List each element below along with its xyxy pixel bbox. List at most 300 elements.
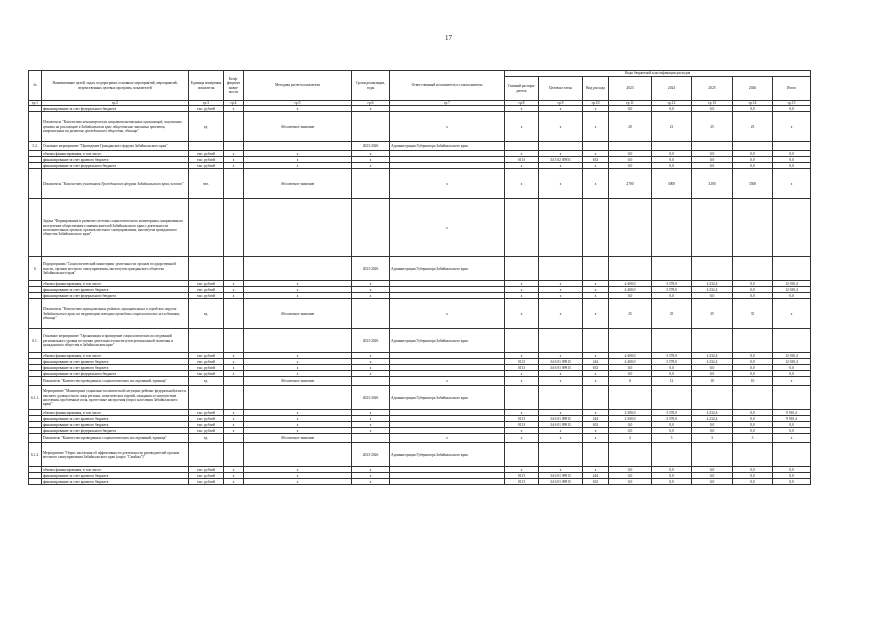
table-cell: х [539, 410, 583, 416]
table-cell: х [390, 112, 505, 142]
table-cell [539, 142, 583, 151]
table-cell: 0,0 [652, 365, 692, 371]
table-cell [609, 443, 652, 467]
budget-codes-group-header: Коды бюджетной классификации расходов [505, 71, 811, 77]
table-cell: 6.1.1. [29, 386, 42, 410]
table-cell: Мероприятие "Мониторинг социально-политической ситуации: рейтинг федеральной власти, высшего должностного лица региона, политических партий, ожидания и самочувствие населения, проблемные поля, протестные настроения (опрос населения Забайкальского края)" [42, 386, 189, 410]
table-cell [652, 329, 692, 353]
table-cell [733, 386, 773, 410]
table-cell: тыс. рублей [189, 353, 224, 359]
table-cell: х [224, 479, 244, 485]
table-cell: 0,0 [652, 293, 692, 299]
table-cell: х [352, 293, 390, 299]
table-cell: 2023-2026 [352, 257, 390, 281]
table-cell: х [505, 151, 539, 157]
table-cell: 0,0 [692, 422, 733, 428]
table-cell [244, 386, 352, 410]
table-cell: 0,0 [692, 106, 733, 112]
table-cell: х [539, 353, 583, 359]
table-cell: х [773, 112, 811, 142]
table-cell: 0,0 [652, 371, 692, 377]
table-cell: 9 910,4 [773, 416, 811, 422]
table-cell [539, 199, 583, 257]
table-cell: 0,0 [692, 293, 733, 299]
table-cell: 4 232,4 [692, 359, 733, 365]
table-cell: х [352, 353, 390, 359]
table-cell: х [352, 473, 390, 479]
table-cell [733, 199, 773, 257]
table-cell: 0,0 [652, 473, 692, 479]
table-cell: ед. [189, 299, 224, 329]
table-cell: 4 400,0 [609, 353, 652, 359]
col-header-2: Наименование целей, задач, подпрограмм, основных мероприятий, мероприятий, ведомственных целевых программ, показателей [42, 71, 189, 101]
table-cell: х [352, 422, 390, 428]
table-cell: х [244, 353, 352, 359]
table-cell: Администрация Губернатора Забайкальского края [390, 142, 505, 151]
table-cell: х [505, 293, 539, 299]
table-cell: х [539, 434, 583, 443]
table-cell: финансирование за счет краевого бюджета [42, 416, 189, 422]
table-cell: объемы финансирования, в том числе: [42, 151, 189, 157]
table-cell: х [244, 157, 352, 163]
table-cell: 0,0 [773, 293, 811, 299]
table-cell: 9 910,4 [773, 410, 811, 416]
table-cell: х [244, 365, 352, 371]
table-cell: 0,0 [733, 428, 773, 434]
table-cell: х [244, 410, 352, 416]
table-cell: х [539, 293, 583, 299]
table-cell: 12 [652, 377, 692, 386]
table-cell: 0,0 [692, 371, 733, 377]
table-cell: 0,0 [733, 365, 773, 371]
table-cell [224, 199, 244, 257]
table-cell [505, 199, 539, 257]
table-cell: тыс. рублей [189, 416, 224, 422]
table-cell: х [244, 359, 352, 365]
table-cell: 25 [692, 112, 733, 142]
table-cell [29, 112, 42, 142]
table-cell [505, 142, 539, 151]
table-cell: 3000 [652, 169, 692, 199]
table-cell: тыс. рублей [189, 371, 224, 377]
table-cell: х [539, 106, 583, 112]
table-row [29, 386, 811, 410]
table-cell: х [352, 479, 390, 485]
table-cell [224, 386, 244, 410]
table-cell: 0,0 [609, 151, 652, 157]
table-cell: 3 [652, 434, 692, 443]
col-header-4: Коэф- фициент значи- мости [224, 71, 244, 101]
table-cell: 4 232,4 [692, 281, 733, 287]
table-cell [352, 299, 390, 329]
table-cell: х [224, 287, 244, 293]
column-number: гр.14 [733, 101, 773, 106]
table-row [29, 479, 811, 485]
table-cell [609, 199, 652, 257]
table-cell: 633 [583, 157, 609, 163]
table-cell [733, 142, 773, 151]
table-cell: финансирование за счет краевого бюджета [42, 479, 189, 485]
table-cell: Показатель "Количество проведенных социологических исследований, единица" [42, 434, 189, 443]
table-cell: х [583, 299, 609, 329]
table-cell [224, 169, 244, 199]
table-cell: тыс. рублей [189, 106, 224, 112]
table-cell: х [583, 371, 609, 377]
table-cell: финансирование за счет федерального бюджета [42, 163, 189, 169]
table-cell: х [583, 428, 609, 434]
col-header-8: Главный распоря- дитель [505, 77, 539, 101]
table-cell [189, 386, 224, 410]
table-cell [352, 434, 390, 443]
table-cell: Основное мероприятие "Проведение Гражданского форума Забайкальского края" [42, 142, 189, 151]
table-cell: 0,0 [773, 371, 811, 377]
column-number: гр.5 [244, 101, 352, 106]
table-cell: х [224, 416, 244, 422]
table-cell [773, 142, 811, 151]
table-cell: 0,0 [773, 428, 811, 434]
table-cell: 35 [733, 299, 773, 329]
table-cell [224, 142, 244, 151]
table-cell: тыс. рублей [189, 151, 224, 157]
table-cell: х [505, 377, 539, 386]
table-cell [692, 199, 733, 257]
col-header-13: 2025 [692, 77, 733, 101]
table-cell: 244 [583, 416, 609, 422]
table-cell: х [505, 371, 539, 377]
table-cell: 34 6 01 09915 [539, 365, 583, 371]
col-header-11: 2023 [609, 77, 652, 101]
table-cell: тыс. рублей [189, 422, 224, 428]
table-cell [652, 257, 692, 281]
table-cell [505, 329, 539, 353]
table-cell: 2 300,0 [609, 410, 652, 416]
table-cell: Основное мероприятие "Организация и проведение социологических исследований регионального уровня по оценке деятельности институтов региональной политики и гражданского общества в Забайкальском крае" [42, 329, 189, 353]
table-cell: х [224, 353, 244, 359]
table-cell [609, 329, 652, 353]
table-cell: 2023-2026 [352, 386, 390, 410]
table-cell: х [505, 434, 539, 443]
table-cell: финансирование за счет краевого бюджета [42, 359, 189, 365]
table-cell: х [224, 422, 244, 428]
table-cell: 0,0 [692, 467, 733, 473]
table-cell: 244 [583, 473, 609, 479]
table-cell: 0113 [505, 422, 539, 428]
page-number: 17 [445, 34, 452, 42]
table-cell: 0,0 [733, 479, 773, 485]
table-cell: х [352, 281, 390, 287]
table-cell: 34 6 01 09915 [539, 359, 583, 365]
table-cell [733, 443, 773, 467]
table-cell: х [244, 293, 352, 299]
table-cell: х [505, 299, 539, 329]
table-cell: 3 378,0 [652, 416, 692, 422]
table-cell: х [352, 371, 390, 377]
table-cell: х [352, 287, 390, 293]
table-cell: х [583, 410, 609, 416]
table-cell: х [224, 371, 244, 377]
table-cell: Задача "Формирование и развитие системы социологического мониторинга, направленного на изучение общественного мнения жителей Забайкальского края о деятельности исполнительных органов, органов местного самоуправления, институтов гражданского общества Забайкальского края" [42, 199, 189, 257]
table-cell: х [390, 377, 505, 386]
table-cell: финансирование за счет краевого бюджета [42, 473, 189, 479]
table-cell: 4 232,4 [692, 353, 733, 359]
col-header-5: Методика расчета показателя [244, 71, 352, 101]
column-number: гр.6 [352, 101, 390, 106]
table-cell: 2023-2026 [352, 329, 390, 353]
table-cell: Администрация Губернатора Забайкальского края [390, 386, 505, 410]
table-cell: чел. [189, 169, 224, 199]
table-cell [224, 299, 244, 329]
table-cell: х [352, 428, 390, 434]
table-cell: 0,0 [609, 293, 652, 299]
col-header-15: Итого [773, 77, 811, 101]
table-cell: 0,0 [773, 157, 811, 163]
table-cell: 0113 [505, 365, 539, 371]
table-cell: Подпрограмма "Социологический мониторинг деятельности органов государственной власти, органов местного самоуправления, институтов гражданского общества Забайкальского края" [42, 257, 189, 281]
table-cell [539, 329, 583, 353]
table-cell: тыс. рублей [189, 293, 224, 299]
table-cell [652, 386, 692, 410]
table-cell: тыс. рублей [189, 479, 224, 485]
table-cell: 35 [692, 299, 733, 329]
table-cell: 4 232,4 [692, 416, 733, 422]
table-cell: ед. [189, 112, 224, 142]
table-cell: 0113 [505, 359, 539, 365]
table-cell: 34 6 01 09915 [539, 479, 583, 485]
program-table [28, 70, 811, 485]
table-cell: 20 [609, 112, 652, 142]
table-cell: х [539, 467, 583, 473]
table-cell: 4 232,4 [692, 410, 733, 416]
table-cell: 0,0 [773, 106, 811, 112]
column-number: гр.8 [505, 101, 539, 106]
table-row [29, 112, 811, 142]
table-cell: 0,0 [773, 467, 811, 473]
table-cell: х [352, 467, 390, 473]
table-cell: 3200 [692, 169, 733, 199]
table-cell: объемы финансирования, в том числе: [42, 281, 189, 287]
table-cell [189, 199, 224, 257]
table-cell [244, 199, 352, 257]
col-header-10: Вид расхода [583, 77, 609, 101]
table-cell: 0,0 [609, 371, 652, 377]
table-cell: х [352, 359, 390, 365]
table-cell: финансирование за счет краевого бюджета [42, 157, 189, 163]
col-header-1: № [29, 71, 42, 101]
table-cell: х [773, 169, 811, 199]
table-cell: 633 [583, 422, 609, 428]
table-cell [609, 386, 652, 410]
table-cell: х [505, 163, 539, 169]
table-cell: х [539, 299, 583, 329]
table-row [29, 329, 811, 353]
table-cell: х [244, 428, 352, 434]
table-cell: 4 400,0 [609, 281, 652, 287]
table-cell [352, 112, 390, 142]
table-cell: х [244, 479, 352, 485]
col-header-7: Ответственный исполнитель и соисполнители [390, 71, 505, 101]
table-cell: х [539, 287, 583, 293]
table-cell: 34 6 01 09915 [539, 422, 583, 428]
table-cell: финансирование за счет краевого бюджета [42, 365, 189, 371]
table-row [29, 377, 811, 386]
table-cell: тыс. рублей [189, 365, 224, 371]
table-cell: 0,0 [609, 157, 652, 163]
table-cell: 2 [609, 434, 652, 443]
table-cell: тыс. рублей [189, 163, 224, 169]
table-cell: 25 [733, 112, 773, 142]
table-cell: 6.1.2. [29, 443, 42, 467]
table-cell: 0,0 [733, 157, 773, 163]
table-cell: х [352, 106, 390, 112]
table-cell: 12 010,4 [773, 281, 811, 287]
table-cell [733, 257, 773, 281]
table-cell: х [244, 422, 352, 428]
table-cell: 0,0 [773, 365, 811, 371]
table-cell [29, 169, 42, 199]
table-cell: объемы финансирования, в том числе: [42, 467, 189, 473]
table-cell: х [390, 169, 505, 199]
table-cell [609, 142, 652, 151]
table-cell: 0,0 [652, 467, 692, 473]
table-cell: 10 [733, 377, 773, 386]
table-cell: Показатель "Количество муниципальных районов, муниципальных и городских округов Забайкальского края, на территории которых проведены социологические исследования, единица" [42, 299, 189, 329]
table-cell [352, 199, 390, 257]
table-cell: х [390, 199, 505, 257]
table-cell: х [539, 151, 583, 157]
table-cell: х [505, 169, 539, 199]
table-cell: х [244, 467, 352, 473]
table-cell: тыс. рублей [189, 473, 224, 479]
table-cell: х [539, 377, 583, 386]
table-cell: х [244, 473, 352, 479]
table-cell: 0,0 [773, 473, 811, 479]
table-cell: 0,0 [733, 293, 773, 299]
table-cell: 0,0 [652, 163, 692, 169]
table-cell: х [244, 281, 352, 287]
table-cell: финансирование за счет федерального бюджета [42, 293, 189, 299]
table-cell: х [224, 467, 244, 473]
table-cell: х [224, 359, 244, 365]
table-cell: 6 [609, 377, 652, 386]
table-cell: Администрация Губернатора Забайкальского края [390, 443, 505, 467]
table-cell [224, 377, 244, 386]
table-cell: х [773, 434, 811, 443]
column-number: гр.12 [652, 101, 692, 106]
table-cell: х [539, 163, 583, 169]
table-cell [539, 257, 583, 281]
table-cell: х [583, 434, 609, 443]
table-cell: 4 232,4 [692, 287, 733, 293]
table-cell: х [583, 281, 609, 287]
table-cell [505, 386, 539, 410]
table-cell: 0,0 [733, 281, 773, 287]
table-cell: 0113 [505, 416, 539, 422]
table-cell: 12 010,4 [773, 287, 811, 293]
table-cell: 0113 [505, 157, 539, 163]
column-number: гр.10 [583, 101, 609, 106]
table-cell: 0,0 [652, 422, 692, 428]
table-cell: финансирование за счет федерального бюджета [42, 106, 189, 112]
table-cell: тыс. рублей [189, 467, 224, 473]
table-cell [29, 199, 42, 257]
table-cell: финансирование за счет федерального бюджета [42, 428, 189, 434]
table-cell: тыс. рублей [189, 287, 224, 293]
table-cell: 2023-2026 [352, 443, 390, 467]
table-cell [352, 169, 390, 199]
table-cell: финансирование за счет краевого бюджета [42, 287, 189, 293]
table-cell: 3500 [733, 169, 773, 199]
column-number: гр.4 [224, 101, 244, 106]
table-cell: х [583, 169, 609, 199]
table-cell: х [773, 377, 811, 386]
table-cell: 0,0 [609, 106, 652, 112]
table-cell: 3 378,0 [652, 410, 692, 416]
table-row [29, 142, 811, 151]
table-cell: 3.2. [29, 142, 42, 151]
table-cell: 3 [733, 434, 773, 443]
table-cell: 633 [583, 365, 609, 371]
table-cell [224, 329, 244, 353]
table-cell: 0,0 [733, 416, 773, 422]
table-cell: х [244, 106, 352, 112]
table-cell [224, 443, 244, 467]
table-cell [224, 112, 244, 142]
table-row [29, 199, 811, 257]
table-cell: 0,0 [733, 353, 773, 359]
table-cell [352, 377, 390, 386]
column-number: гр.7 [390, 101, 505, 106]
table-cell: х [224, 473, 244, 479]
table-cell: 633 [583, 479, 609, 485]
table-cell [583, 142, 609, 151]
table-cell: 0,0 [609, 479, 652, 485]
table-cell: 0,0 [609, 428, 652, 434]
column-number: гр.9 [539, 101, 583, 106]
table-cell: ед. [189, 377, 224, 386]
table-cell: объемы финансирования, в том числе: [42, 410, 189, 416]
col-header-14: 2026 [733, 77, 773, 101]
table-cell: 6 [29, 257, 42, 281]
table-cell: 0,0 [733, 371, 773, 377]
col-header-9: Целевая статья [539, 77, 583, 101]
table-cell: х [505, 428, 539, 434]
table-cell: тыс. рублей [189, 281, 224, 287]
table-cell: х [583, 287, 609, 293]
table-cell: х [505, 281, 539, 287]
table-cell: х [224, 151, 244, 157]
table-cell [29, 299, 42, 329]
table-cell: финансирование за счет краевого бюджета [42, 422, 189, 428]
table-cell: 21 [652, 112, 692, 142]
table-cell: х [352, 157, 390, 163]
column-number: гр.1 [29, 101, 42, 106]
table-cell [609, 257, 652, 281]
table-cell: х [539, 281, 583, 287]
table-cell: х [505, 353, 539, 359]
table-cell: тыс. рублей [189, 410, 224, 416]
table-cell: Абсолютное значение [244, 112, 352, 142]
table-cell: х [583, 151, 609, 157]
column-number: гр.15 [773, 101, 811, 106]
table-cell: 0,0 [733, 467, 773, 473]
table-cell: 3 378,0 [652, 281, 692, 287]
table-cell: х [224, 410, 244, 416]
table-cell: х [583, 163, 609, 169]
table-cell [733, 329, 773, 353]
table-cell: х [539, 169, 583, 199]
table-cell: х [224, 428, 244, 434]
table-cell [189, 142, 224, 151]
